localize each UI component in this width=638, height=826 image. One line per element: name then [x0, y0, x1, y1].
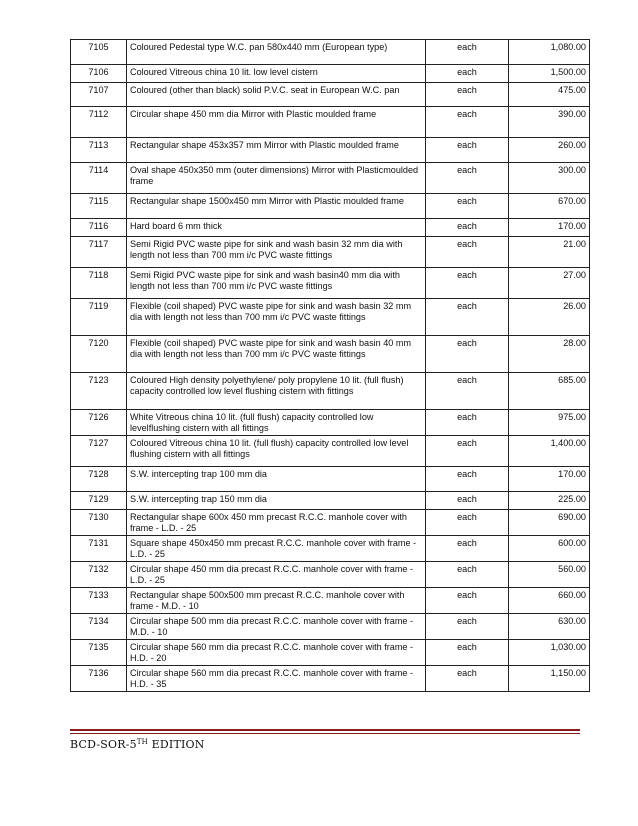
item-unit-cell: each: [426, 588, 509, 614]
item-description-cell: Coloured Pedestal type W.C. pan 580x440 mm (European type): [127, 40, 426, 65]
table-row: [71, 373, 590, 410]
item-unit-cell: each: [426, 640, 509, 666]
item-code-cell: 7114: [71, 163, 127, 194]
table-row: [71, 65, 590, 83]
item-rate-cell: 690.00: [509, 510, 590, 536]
table-row: [71, 83, 590, 107]
item-rate-cell: 660.00: [509, 588, 590, 614]
table-row: [71, 666, 590, 692]
item-unit-cell: each: [426, 373, 509, 410]
item-description-cell: Square shape 450x450 mm precast R.C.C. manhole cover with frame - L.D. - 25: [127, 536, 426, 562]
table-row: [71, 40, 590, 65]
item-rate-cell: 390.00: [509, 107, 590, 138]
table-row: [71, 562, 590, 588]
item-unit-cell: each: [426, 510, 509, 536]
item-code-cell: 7106: [71, 65, 127, 83]
item-unit-cell: each: [426, 436, 509, 467]
item-rate-cell: 600.00: [509, 536, 590, 562]
footer-superscript: TH: [136, 738, 148, 746]
item-unit-cell: each: [426, 467, 509, 492]
item-description-cell: Rectangular shape 500x500 mm precast R.C.C. manhole cover with frame - M.D. - 10: [127, 588, 426, 614]
item-unit-cell: each: [426, 492, 509, 510]
footer-rule-thin: [70, 733, 580, 734]
item-rate-cell: 1,080.00: [509, 40, 590, 65]
item-code-cell: 7105: [71, 40, 127, 65]
item-code-cell: 7129: [71, 492, 127, 510]
footer-suffix: EDITION: [147, 738, 205, 751]
table-row: [71, 510, 590, 536]
item-unit-cell: each: [426, 614, 509, 640]
item-rate-cell: 170.00: [509, 219, 590, 237]
footer-rule-thick: [70, 729, 580, 731]
item-code-cell: 7120: [71, 336, 127, 373]
item-code-cell: 7119: [71, 299, 127, 336]
footer-prefix: BCD-SOR-5: [70, 738, 137, 751]
item-description-cell: Coloured (other than black) solid P.V.C. seat in European W.C. pan: [127, 83, 426, 107]
table-row: [71, 194, 590, 219]
item-unit-cell: each: [426, 65, 509, 83]
item-rate-cell: 27.00: [509, 268, 590, 299]
item-description-cell: Coloured High density polyethylene/ poly propylene 10 lit. (full flush) capacity controlled low level flushing cistern with fittings: [127, 373, 426, 410]
item-code-cell: 7132: [71, 562, 127, 588]
table-row: [71, 107, 590, 138]
table-body: [71, 40, 590, 692]
item-description-cell: Circular shape 560 mm dia precast R.C.C. manhole cover with frame - H.D. - 20: [127, 640, 426, 666]
item-rate-cell: 630.00: [509, 614, 590, 640]
item-rate-cell: 670.00: [509, 194, 590, 219]
item-unit-cell: each: [426, 40, 509, 65]
item-code-cell: 7135: [71, 640, 127, 666]
item-code-cell: 7136: [71, 666, 127, 692]
item-description-cell: Circular shape 500 mm dia precast R.C.C. manhole cover with frame - M.D. - 10: [127, 614, 426, 640]
page-footer: [70, 738, 205, 751]
item-rate-cell: 1,500.00: [509, 65, 590, 83]
item-unit-cell: each: [426, 219, 509, 237]
item-code-cell: 7118: [71, 268, 127, 299]
table-row: [71, 138, 590, 163]
item-description-cell: Coloured Vitreous china 10 lit. low level cistern: [127, 65, 426, 83]
item-rate-cell: 300.00: [509, 163, 590, 194]
table-row: [71, 219, 590, 237]
table-row: [71, 467, 590, 492]
table-row: [71, 237, 590, 268]
table-row: [71, 299, 590, 336]
item-description-cell: Coloured Vitreous china 10 lit. (full flush) capacity controlled low level flushing cistern with all fittings: [127, 436, 426, 467]
item-description-cell: S.W. intercepting trap 150 mm dia: [127, 492, 426, 510]
item-description-cell: Semi Rigid PVC waste pipe for sink and wash basin40 mm dia with length not less than 700 mm i/c PVC waste fittings: [127, 268, 426, 299]
item-code-cell: 7128: [71, 467, 127, 492]
item-unit-cell: each: [426, 268, 509, 299]
item-rate-cell: 1,150.00: [509, 666, 590, 692]
item-description-cell: Rectangular shape 600x 450 mm precast R.C.C. manhole cover with frame - L.D. - 25: [127, 510, 426, 536]
item-description-cell: Rectangular shape 453x357 mm Mirror with Plastic moulded frame: [127, 138, 426, 163]
item-unit-cell: each: [426, 83, 509, 107]
item-description-cell: Semi Rigid PVC waste pipe for sink and wash basin 32 mm dia with length not less than 700 mm i/c PVC waste fittings: [127, 237, 426, 268]
item-code-cell: 7133: [71, 588, 127, 614]
item-unit-cell: each: [426, 336, 509, 373]
item-rate-cell: 26.00: [509, 299, 590, 336]
item-unit-cell: each: [426, 666, 509, 692]
table-row: [71, 614, 590, 640]
item-rate-cell: 1,030.00: [509, 640, 590, 666]
item-rate-cell: 685.00: [509, 373, 590, 410]
item-code-cell: 7112: [71, 107, 127, 138]
item-code-cell: 7131: [71, 536, 127, 562]
table-row: [71, 163, 590, 194]
item-description-cell: S.W. intercepting trap 100 mm dia: [127, 467, 426, 492]
item-code-cell: 7117: [71, 237, 127, 268]
table-row: [71, 410, 590, 436]
item-rate-cell: 225.00: [509, 492, 590, 510]
item-unit-cell: each: [426, 107, 509, 138]
item-rate-cell: 975.00: [509, 410, 590, 436]
item-rate-cell: 560.00: [509, 562, 590, 588]
item-description-cell: Flexible (coil shaped) PVC waste pipe for sink and wash basin 40 mm dia with length not less than 700 mm i/c PVC waste fittings: [127, 336, 426, 373]
item-rate-cell: 21.00: [509, 237, 590, 268]
item-description-cell: Flexible (coil shaped) PVC waste pipe for sink and wash basin 32 mm dia with length not less than 700 mm i/c PVC waste fittings: [127, 299, 426, 336]
table-row: [71, 268, 590, 299]
item-unit-cell: each: [426, 237, 509, 268]
table-row: [71, 492, 590, 510]
item-unit-cell: each: [426, 163, 509, 194]
item-description-cell: Oval shape 450x350 mm (outer dimensions) Mirror with Plasticmoulded frame: [127, 163, 426, 194]
table-row: [71, 588, 590, 614]
item-code-cell: 7127: [71, 436, 127, 467]
item-code-cell: 7123: [71, 373, 127, 410]
item-code-cell: 7113: [71, 138, 127, 163]
item-unit-cell: each: [426, 562, 509, 588]
table-row: [71, 336, 590, 373]
item-code-cell: 7130: [71, 510, 127, 536]
item-rate-cell: 260.00: [509, 138, 590, 163]
item-unit-cell: each: [426, 138, 509, 163]
item-description-cell: Circular shape 450 mm dia Mirror with Plastic moulded frame: [127, 107, 426, 138]
item-code-cell: 7115: [71, 194, 127, 219]
table-row: [71, 536, 590, 562]
item-code-cell: 7126: [71, 410, 127, 436]
table-row: [71, 640, 590, 666]
schedule-of-rates-table: [70, 39, 590, 692]
item-unit-cell: each: [426, 536, 509, 562]
item-rate-cell: 170.00: [509, 467, 590, 492]
item-unit-cell: each: [426, 299, 509, 336]
item-rate-cell: 1,400.00: [509, 436, 590, 467]
item-code-cell: 7116: [71, 219, 127, 237]
item-description-cell: White Vitreous china 10 lit. (full flush) capacity controlled low levelflushing cistern with all fittings: [127, 410, 426, 436]
item-description-cell: Hard board 6 mm thick: [127, 219, 426, 237]
item-unit-cell: each: [426, 194, 509, 219]
item-rate-cell: 28.00: [509, 336, 590, 373]
item-unit-cell: each: [426, 410, 509, 436]
table-row: [71, 436, 590, 467]
item-code-cell: 7107: [71, 83, 127, 107]
item-description-cell: Circular shape 560 mm dia precast R.C.C. manhole cover with frame - H.D. - 35: [127, 666, 426, 692]
item-description-cell: Rectangular shape 1500x450 mm Mirror with Plastic moulded frame: [127, 194, 426, 219]
item-code-cell: 7134: [71, 614, 127, 640]
item-description-cell: Circular shape 450 mm dia precast R.C.C. manhole cover with frame - L.D. - 25: [127, 562, 426, 588]
item-rate-cell: 475.00: [509, 83, 590, 107]
